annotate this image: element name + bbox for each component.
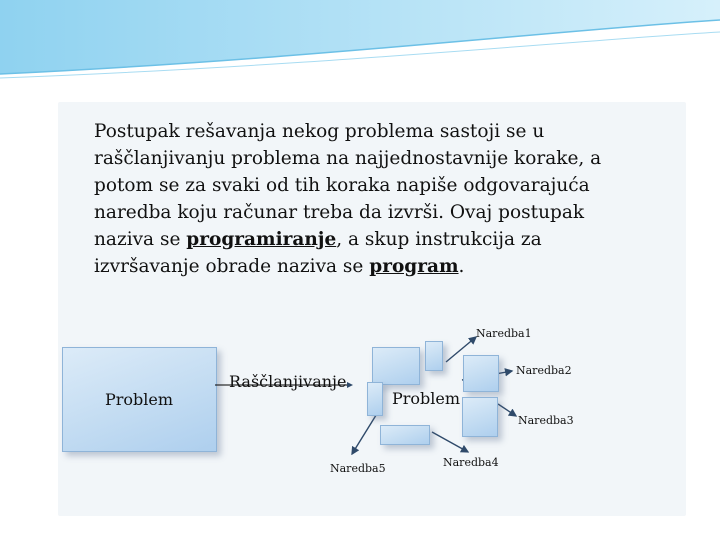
paragraph-text-1: Postupak rešavanja nekog problema sastoji se u — [94, 121, 545, 142]
piece-box-c — [463, 355, 499, 392]
piece-box-a — [372, 347, 420, 385]
paragraph-line-2: raščlanjivanju problema na najjednostavnije korake, a — [94, 148, 602, 169]
paragraph-text-5b: , a skup instrukcija za — [336, 229, 542, 250]
piece-box-d — [367, 382, 383, 416]
paragraph-text-5a: naziva se — [94, 229, 187, 250]
naredba4-label: Naredba4 — [443, 456, 499, 469]
piece-box-e — [462, 397, 498, 437]
term-programiranje: programiranje — [186, 229, 337, 250]
piece-box-b — [425, 341, 443, 371]
paragraph-line-3: potom se za svaki od tih koraka napiše odgovarajuća — [94, 175, 590, 196]
paragraph-text-6b: . — [458, 256, 465, 277]
rascanjivanje-label: Raščlanjivanje — [229, 372, 347, 391]
naredba3-label: Naredba3 — [518, 414, 574, 427]
paragraph-text-6a: izvršavanje obrade naziva se — [94, 256, 370, 277]
problem-pieces-label: Problem — [392, 389, 461, 408]
problem-label: Problem — [105, 390, 174, 409]
naredba5-label: Naredba5 — [330, 462, 386, 475]
arrow-naredba3 — [498, 404, 516, 416]
arrow-naredba5 — [352, 412, 378, 454]
naredba1-label: Naredba1 — [476, 327, 532, 340]
term-program: program — [369, 256, 459, 277]
paragraph-line-4: naredba koju računar treba da izvrši. Ovaj postupak — [94, 202, 585, 223]
piece-box-f — [380, 425, 430, 445]
naredba2-label: Naredba2 — [516, 364, 572, 377]
